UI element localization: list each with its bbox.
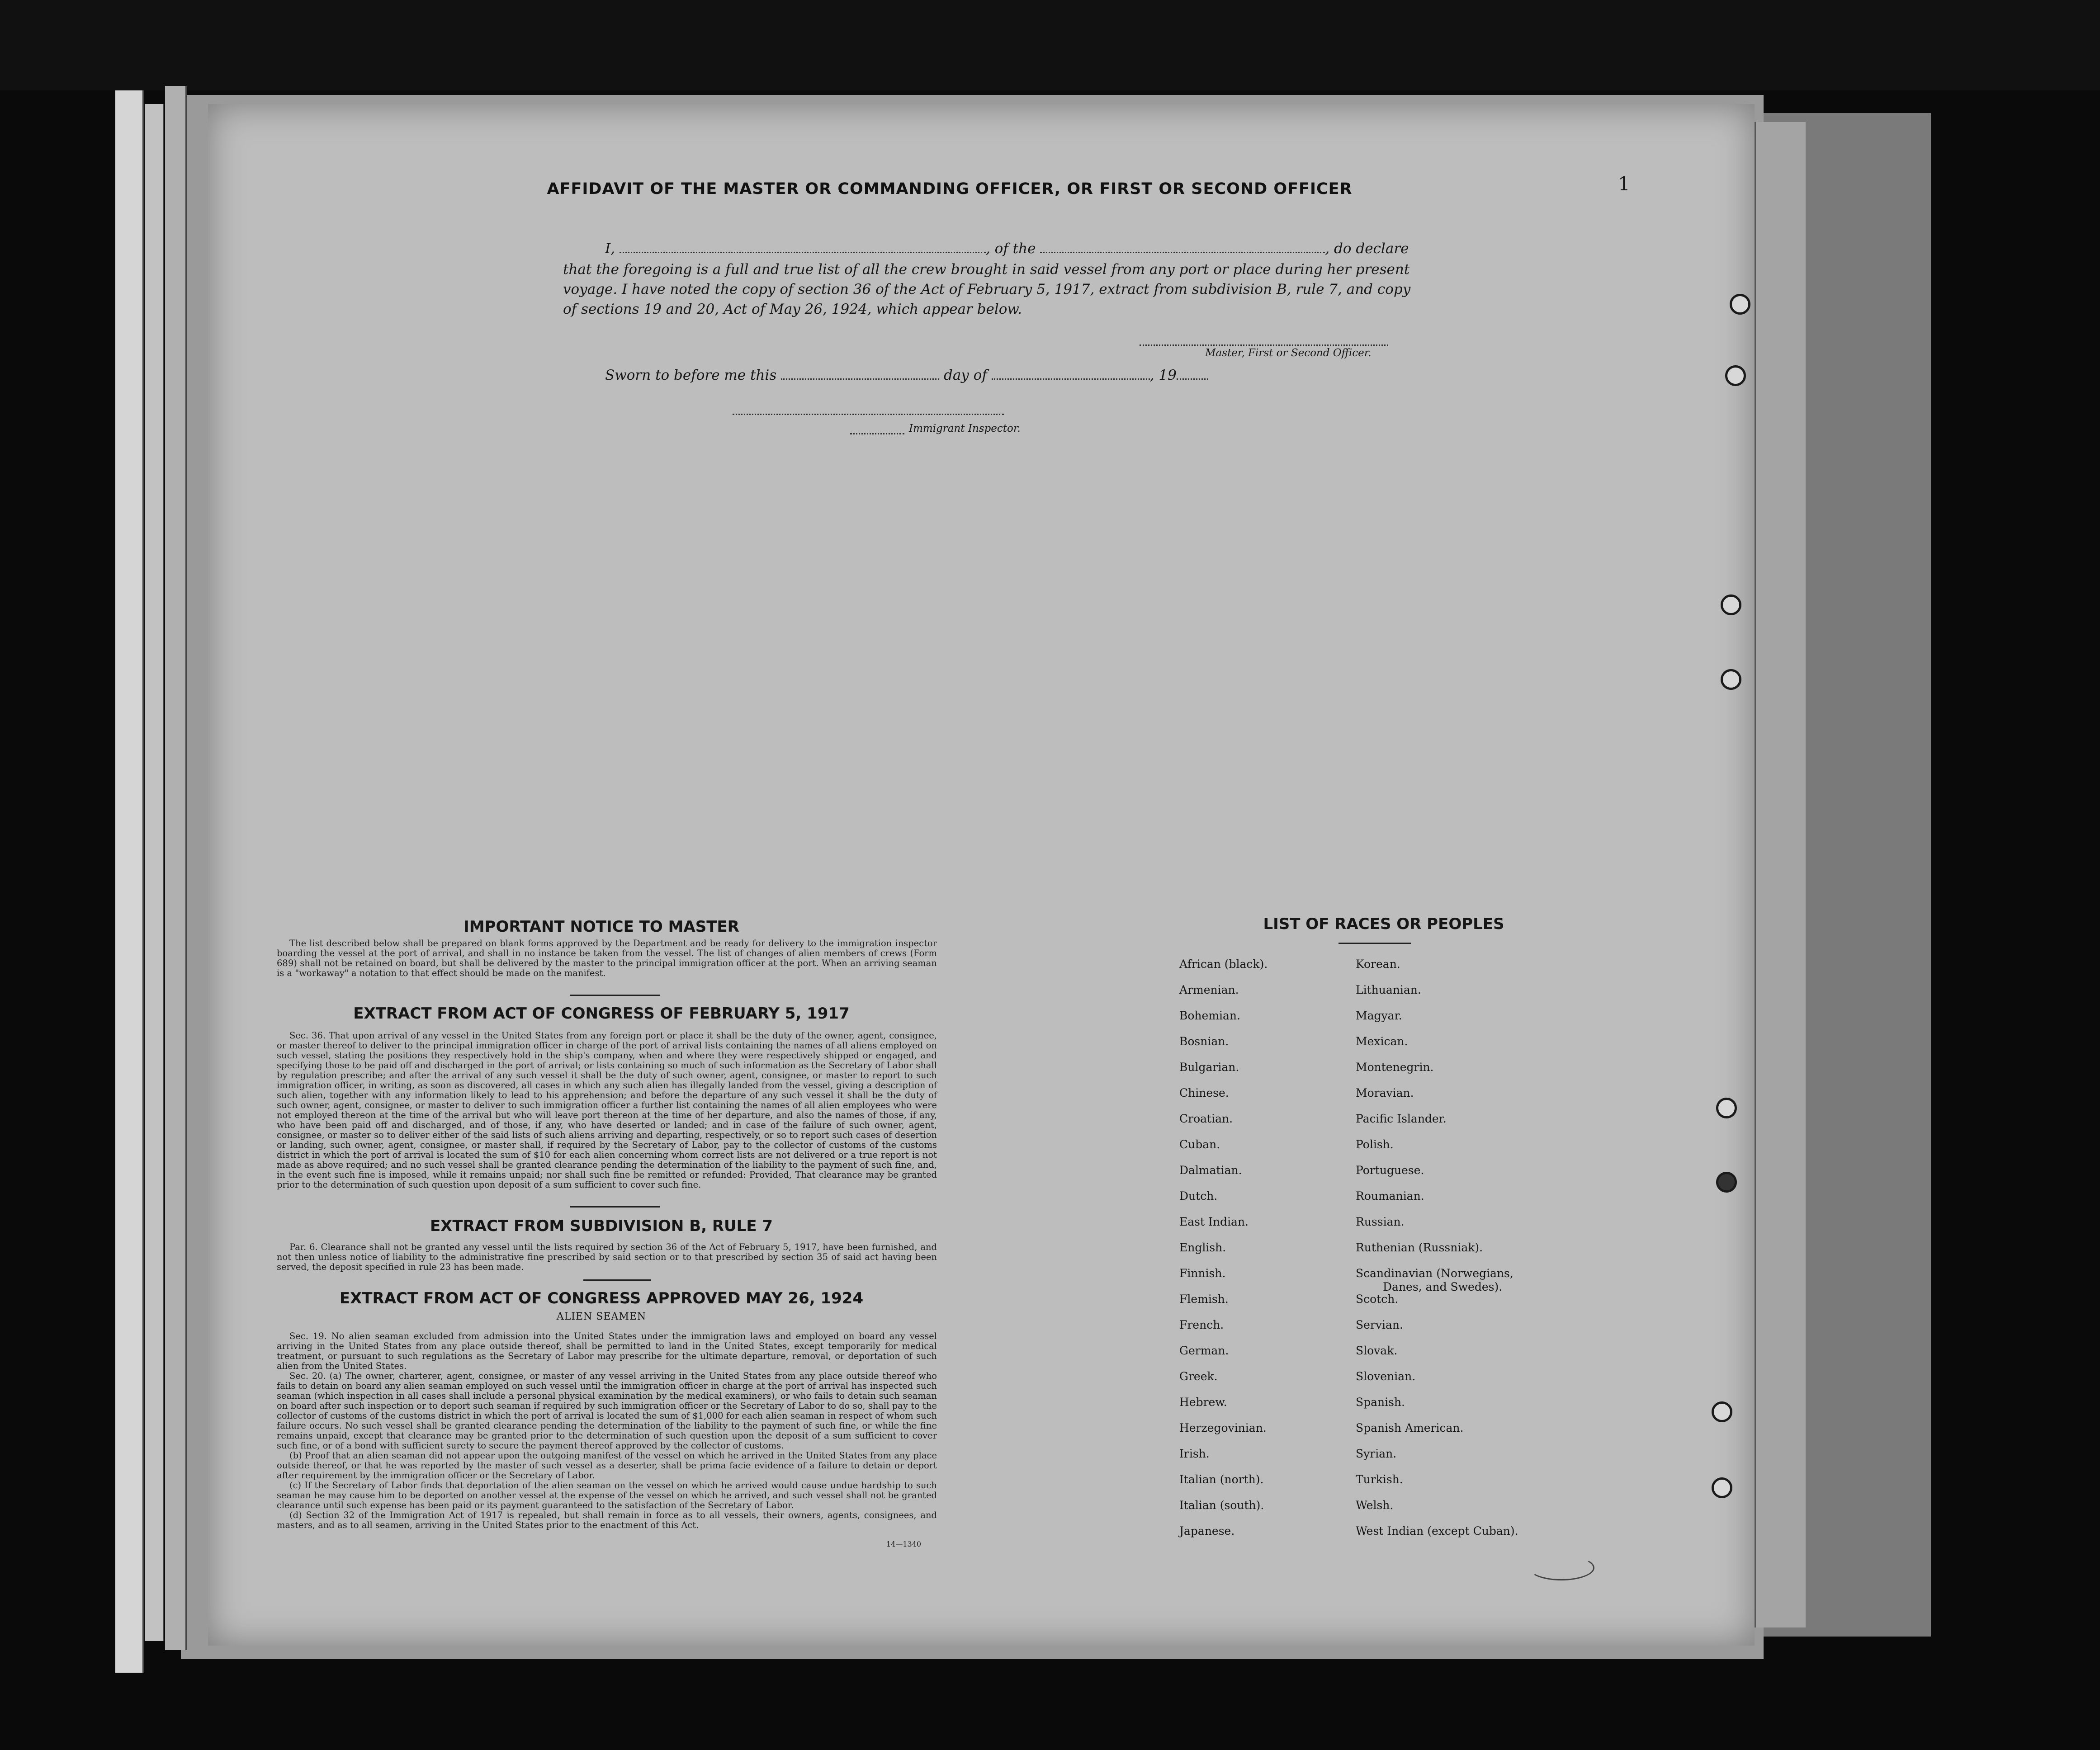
- affidavit-of-the: , of the: [985, 241, 1036, 257]
- race-item: Spanish.: [1356, 1396, 1405, 1409]
- race-item: Scandinavian (Norwegians,: [1356, 1267, 1514, 1280]
- race-item: Irish.: [1179, 1447, 1210, 1460]
- race-item: Bulgarian.: [1179, 1061, 1239, 1074]
- race-item: Montenegrin.: [1356, 1061, 1434, 1074]
- race-item: East Indian.: [1179, 1215, 1249, 1228]
- vessel-blank: [1040, 251, 1325, 253]
- notice-text: [277, 939, 937, 978]
- punch-hole-icon: [1730, 294, 1750, 315]
- race-item: Scotch.: [1356, 1292, 1399, 1306]
- section-36-paragraph: Sec. 36. That upon arrival of any vessel in the United States from any foreign port or place it shall be the duty of the owner, agent, consignee, or master thereof to deliver to the principal immigration officer in charge of the port of arrival lists containing the names of all aliens employed on such vessel, stating the positions they respectively hold in the ship's company, when and where they were respectively shipped or engaged, and specifying those to be paid off and discharged in the port of arrival; or lists containing so much of such information as the Secretary of Labor shall by regulation prescribe; and after the arrival of any such vessel it shall be the duty of such owner, agent, consignee, or master to report to such immigration officer, in writing, as soon as discovered, all cases in which any such alien has illegally landed from the vessel, giving a description of such alien, together with any information likely to lead to his apprehension; and before the departure of any such vessel it shall be the duty of such owner, agent, consignee, or master to deliver to such immigration officer a further list containing the names of all alien employees who were not employed thereon at the time of the arrival but who will leave port thereon at the time of her departure, and also the names of those, if any, who have been paid off and discharged, and of those, if any, who have deserted or landed; and in case of the failure of such owner, agent, consignee, or master so to deliver either of the said lists of such aliens arriving and departing, respectively, or so to report such cases of desertion or landing, such owner, agent, consignee, or master shall, if required by the Secretary of Labor, pay to the collector of customs of the customs district in which the port of arrival is located the sum of $10 for each alien concerning whom correct lists are not delivered or a true report is not made as above required; and no such vessel shall be granted clearance pending the determination of the liability to the payment of such fine, and, in the event such fine is imposed, while it remains unpaid; nor shall such fine be remitted or refunded: Provided, That clearance may be granted prior to the determination of such question upon deposit of a sum sufficient to cover such fine.: [277, 1030, 937, 1190]
- binding-strip-1: [115, 90, 144, 1673]
- divider: [570, 995, 660, 996]
- pen-mark: [1528, 1555, 1594, 1580]
- binding-strip-2: [145, 104, 164, 1641]
- sworn-line: [605, 367, 1208, 383]
- par-6-paragraph: Par. 6. Clearance shall not be granted any vessel until the lists required by section 36 of the Act of February 5, 1917, have been furnished, and not then unless notice of liability to the administrative fine prescribed by said section or to that prescribed by section 35 of said act having been served, the deposit specified in rule 23 has been made.: [277, 1242, 937, 1272]
- affidavit-line-4: of sections 19 and 20, Act of May 26, 1924, which appear below.: [563, 301, 1022, 317]
- race-item: Moravian.: [1356, 1086, 1414, 1099]
- sec-20b-paragraph: (b) Proof that an alien seaman did not appear upon the outgoing manifest of the vessel on which he arrived in the United States from any place outside thereof, or that he was reported by the master of such vessel as a deserter, shall be prima facie evidence of a failure to detain or deport after requirement by the immigration officer or the Secretary of Labor.: [277, 1450, 937, 1481]
- race-item: English.: [1179, 1241, 1226, 1254]
- punch-hole-icon: [1716, 1098, 1737, 1118]
- extract-1924-heading: EXTRACT FROM ACT OF CONGRESS APPROVED MAY 26, 1924: [339, 1289, 864, 1307]
- race-item: Ruthenian (Russniak).: [1356, 1241, 1483, 1254]
- race-item: Welsh.: [1356, 1499, 1394, 1512]
- sec-19-paragraph: Sec. 19. No alien seaman excluded from admission into the United States under the immigration laws and employed on board any vessel arriving in the United States from any place outside thereof, shall be permitted to land in the United States, except temporarily for medical treatment, or pursuant to such regulations as the Secretary of Labor may prescribe for the ultimate departure, removal, or deportation of such alien from the United States.: [277, 1331, 937, 1371]
- race-item: Japanese.: [1179, 1524, 1235, 1538]
- race-item: Syrian.: [1356, 1447, 1397, 1460]
- form-code: 14—1340: [886, 1540, 922, 1548]
- race-item: French.: [1179, 1318, 1224, 1331]
- race-item: Spanish American.: [1356, 1421, 1464, 1434]
- race-item: Magyar.: [1356, 1009, 1402, 1022]
- race-item: Turkish.: [1356, 1473, 1403, 1486]
- affidavit-i: I,: [605, 241, 615, 257]
- sec-20c-paragraph: (c) If the Secretary of Labor finds that deportation of the alien seaman on the vessel on which he arrived would cause undue hardship to such seaman he may cause him to be deported on another vessel at the expense of the vessel on which he arrived, and such vessel shall not be granted clearance until such expense has been paid or its payment guaranteed to the satisfaction of the Secretary of Labor.: [277, 1480, 937, 1510]
- sworn-year: , 19: [1149, 367, 1177, 383]
- rule7-heading: EXTRACT FROM SUBDIVISION B, RULE 7: [430, 1217, 773, 1235]
- sworn-day-of: day of: [943, 367, 987, 383]
- notice-paragraph: The list described below shall be prepared on blank forms approved by the Department and be ready for delivery to the immigration inspector boarding the vessel at the port of arrival, and shall in no instance be taken from the vessel. The list of changes of alien members of crews (Form 689) shall not be retained on board, but shall be delivered by the master to the principal immigration officer at the port. When an arriving seaman is a "workaway" a notation to that effect should be made on the manifest.: [277, 938, 937, 978]
- extract-1917-text: [277, 1031, 937, 1190]
- race-item: Chinese.: [1179, 1086, 1229, 1099]
- race-item: Servian.: [1356, 1318, 1403, 1331]
- race-item: Korean.: [1356, 958, 1400, 971]
- underlying-page-edge: [1755, 122, 1806, 1627]
- race-item: Dutch.: [1179, 1189, 1218, 1203]
- sec-20d-paragraph: (d) Section 32 of the Immigration Act of 1917 is repealed, but shall remain in force as to all vessels, their owners, agents, consignees, and masters, and as to all seamen, arriving in the United States prior to the enactment of this Act.: [277, 1510, 937, 1530]
- alien-seamen-subheading: ALIEN SEAMEN: [556, 1311, 647, 1322]
- sworn-text: Sworn to before me this: [605, 367, 777, 383]
- race-item: Bohemian.: [1179, 1009, 1240, 1022]
- race-item: Flemish.: [1179, 1292, 1229, 1306]
- race-item: African (black).: [1179, 958, 1268, 971]
- race-item: Armenian.: [1179, 983, 1239, 996]
- race-item: West Indian (except Cuban).: [1356, 1524, 1518, 1538]
- affidavit-line-3: voyage. I have noted the copy of section 36 of the Act of February 5, 1917, extract from subdivision B, rule 7, and copy: [563, 281, 1411, 297]
- sworn-year-blank: [1177, 378, 1208, 380]
- race-item: Russian.: [1356, 1215, 1405, 1228]
- race-item: Finnish.: [1179, 1267, 1226, 1280]
- name-blank: [620, 251, 986, 253]
- race-item: Slovak.: [1356, 1344, 1398, 1357]
- scan-border-top: [0, 0, 2100, 90]
- rule7-text: [277, 1242, 937, 1272]
- divider: [1339, 943, 1411, 944]
- sworn-month-blank: [992, 378, 1150, 380]
- race-item: Cuban.: [1179, 1138, 1220, 1151]
- affidavit-line-1: [605, 241, 1409, 257]
- race-item: Italian (north).: [1179, 1473, 1264, 1486]
- master-caption: Master, First or Second Officer.: [1205, 347, 1372, 359]
- race-item: German.: [1179, 1344, 1229, 1357]
- punch-hole-icon: [1716, 1172, 1737, 1193]
- divider: [583, 1279, 651, 1281]
- punch-hole-icon: [1725, 365, 1746, 386]
- extract-1924-text: [277, 1331, 937, 1530]
- sworn-day-blank: [781, 378, 939, 380]
- extract-1917-heading: EXTRACT FROM ACT OF CONGRESS OF FEBRUARY 5, 1917: [353, 1005, 850, 1023]
- punch-hole-icon: [1712, 1401, 1732, 1422]
- race-item: Slovenian.: [1356, 1370, 1416, 1383]
- page-number: 1: [1618, 173, 1630, 195]
- race-item: Portuguese.: [1356, 1164, 1424, 1177]
- affidavit-line-2: that the foregoing is a full and true list of all the crew brought in said vessel from any port or place during her present: [563, 261, 1410, 278]
- race-item: Danes, and Swedes).: [1383, 1280, 1503, 1293]
- punch-hole-icon: [1712, 1477, 1732, 1498]
- inspector-signature-line: [733, 414, 1004, 415]
- race-item: Hebrew.: [1179, 1396, 1227, 1409]
- affidavit-declare: , do declare: [1325, 241, 1409, 257]
- races-heading: LIST OF RACES OR PEOPLES: [1263, 915, 1504, 933]
- affidavit-title: AFFIDAVIT OF THE MASTER OR COMMANDING OFFICER, OR FIRST OR SECOND OFFICER: [547, 180, 1353, 198]
- sec-20a-paragraph: Sec. 20. (a) The owner, charterer, agent, consignee, or master of any vessel arriving in the United States from any place outside thereof who fails to detain on board any alien seaman employed on such vessel until the immigration officer in charge at the port of arrival has inspected such seaman (which inspection in all cases shall include a personal physical examination by the medical examiners), or who fails to detain such seaman on board after such inspection or to deport such seaman if required by such immigration officer or the Secretary of Labor to do so, shall pay to the collector of customs of the customs district in which the port of arrival is located the sum of $1,000 for each alien seaman in respect of whom such failure occurs. No such vessel shall be granted clearance pending the determination of the liability to the payment of such fine, or while the fine remains unpaid, except that clearance may be granted prior to the determination of such question upon the deposit of a sum sufficient to cover such fine, or of a bond with sufficient surety to secure the payment thereof approved by the collector of customs.: [277, 1371, 937, 1451]
- race-item: Dalmatian.: [1179, 1164, 1242, 1177]
- race-item: Greek.: [1179, 1370, 1218, 1383]
- binding-strip-3: [165, 86, 187, 1650]
- master-signature-line: [1140, 344, 1388, 346]
- punch-hole-icon: [1721, 594, 1741, 615]
- notice-heading: IMPORTANT NOTICE TO MASTER: [464, 918, 739, 936]
- race-item: Polish.: [1356, 1138, 1394, 1151]
- race-item: Croatian.: [1179, 1112, 1233, 1125]
- divider: [570, 1206, 660, 1208]
- punch-hole-icon: [1721, 669, 1741, 690]
- race-item: Pacific Islander.: [1356, 1112, 1447, 1125]
- inspector-caption: Immigrant Inspector.: [909, 423, 1021, 434]
- race-item: Roumanian.: [1356, 1189, 1424, 1203]
- race-item: Mexican.: [1356, 1035, 1408, 1048]
- inspector-dots: [850, 433, 904, 434]
- race-item: Lithuanian.: [1356, 983, 1421, 996]
- race-item: Herzegovinian.: [1179, 1421, 1267, 1434]
- race-item: Bosnian.: [1179, 1035, 1229, 1048]
- race-item: Italian (south).: [1179, 1499, 1264, 1512]
